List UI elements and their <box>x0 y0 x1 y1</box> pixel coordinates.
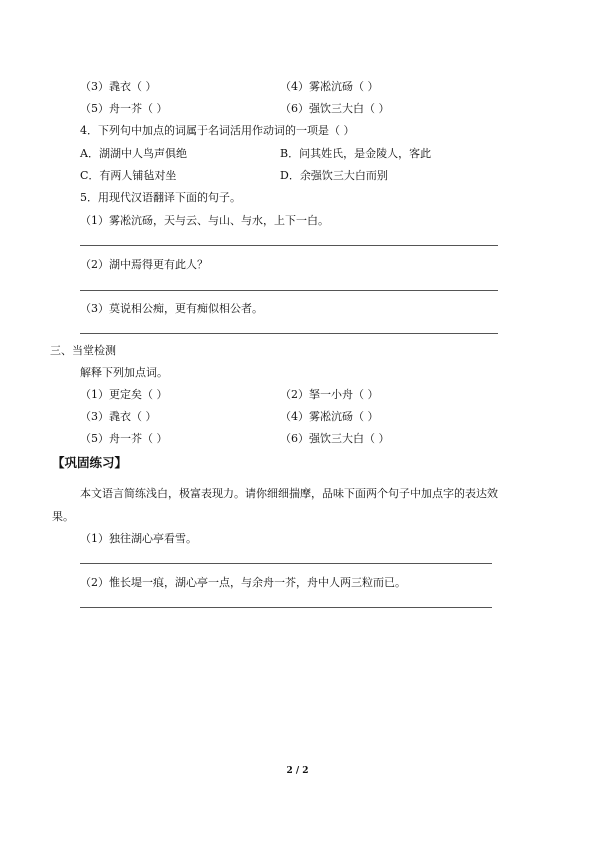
item-wusong <box>280 80 379 94</box>
check-item-6: （6）强饮三大白（ ） <box>280 432 390 445</box>
answer-line <box>80 245 498 246</box>
item-cuiyi-text: （3）毳衣（ ） <box>80 80 157 93</box>
question-4-option-a: A．湖湖中人鸟声俱绝 <box>80 147 187 160</box>
question-4-stem: 4．下列句中加点的词属于名词活用作动词的一项是（ ） <box>80 124 355 137</box>
answer-line <box>80 563 492 564</box>
question-4-option-c: C．有两人铺毡对坐 <box>80 169 177 182</box>
check-item-5: （5）舟一芥（ ） <box>80 432 168 445</box>
answer-line <box>80 290 498 291</box>
item-wusong-text: （4）雾凇沆砀（ ） <box>280 80 379 93</box>
answer-line <box>80 607 492 608</box>
question-5-item-1: （1）雾凇沆砀，天与云、与山、与水，上下一白。 <box>80 214 329 227</box>
item-zhouyijie <box>80 102 168 116</box>
item-cuiyi <box>80 80 157 94</box>
question-4-option-d: D．余强饮三大白而别 <box>280 169 388 182</box>
practice-title: 【巩固练习】 <box>52 455 128 470</box>
check-item-3: （3）毳衣（ ） <box>80 410 157 423</box>
practice-intro-line-2: 果。 <box>52 510 74 523</box>
check-item-1: （1）更定矣（ ） <box>80 388 168 401</box>
item-zhouyijie-text: （5）舟一芥（ ） <box>80 102 168 115</box>
practice-intro-line-1: 本文语言简练浅白，极富表现力。请你细细揣摩，品味下面两个句子中加点字的表达效 <box>80 487 498 500</box>
question-5-item-2: （2）湖中焉得更有此人？ <box>80 258 208 271</box>
section-3-title: 三、当堂检测 <box>50 344 116 357</box>
question-5-stem: 5．用现代汉语翻译下面的句子。 <box>80 191 241 204</box>
page-number: 2 / 2 <box>286 766 309 776</box>
practice-item-1: （1）独往湖心亭看雪。 <box>80 532 197 545</box>
practice-item-2: （2）惟长堤一痕，湖心亭一点，与余舟一芥，舟中人两三粒而已。 <box>80 576 406 589</box>
answer-line <box>80 333 498 334</box>
question-4-option-b: B．问其姓氏，是金陵人，客此 <box>280 147 432 160</box>
check-item-2: （2）拏一小舟（ ） <box>280 388 379 401</box>
section-3-instruction: 解释下列加点词。 <box>80 366 168 379</box>
question-5-item-3: （3）莫说相公痴，更有痴似相公者。 <box>80 302 263 315</box>
item-qiangyin-text: （6）强饮三大白（ ） <box>280 102 390 115</box>
item-qiangyin <box>280 102 390 116</box>
check-item-4: （4）雾凇沆砀（ ） <box>280 410 379 423</box>
